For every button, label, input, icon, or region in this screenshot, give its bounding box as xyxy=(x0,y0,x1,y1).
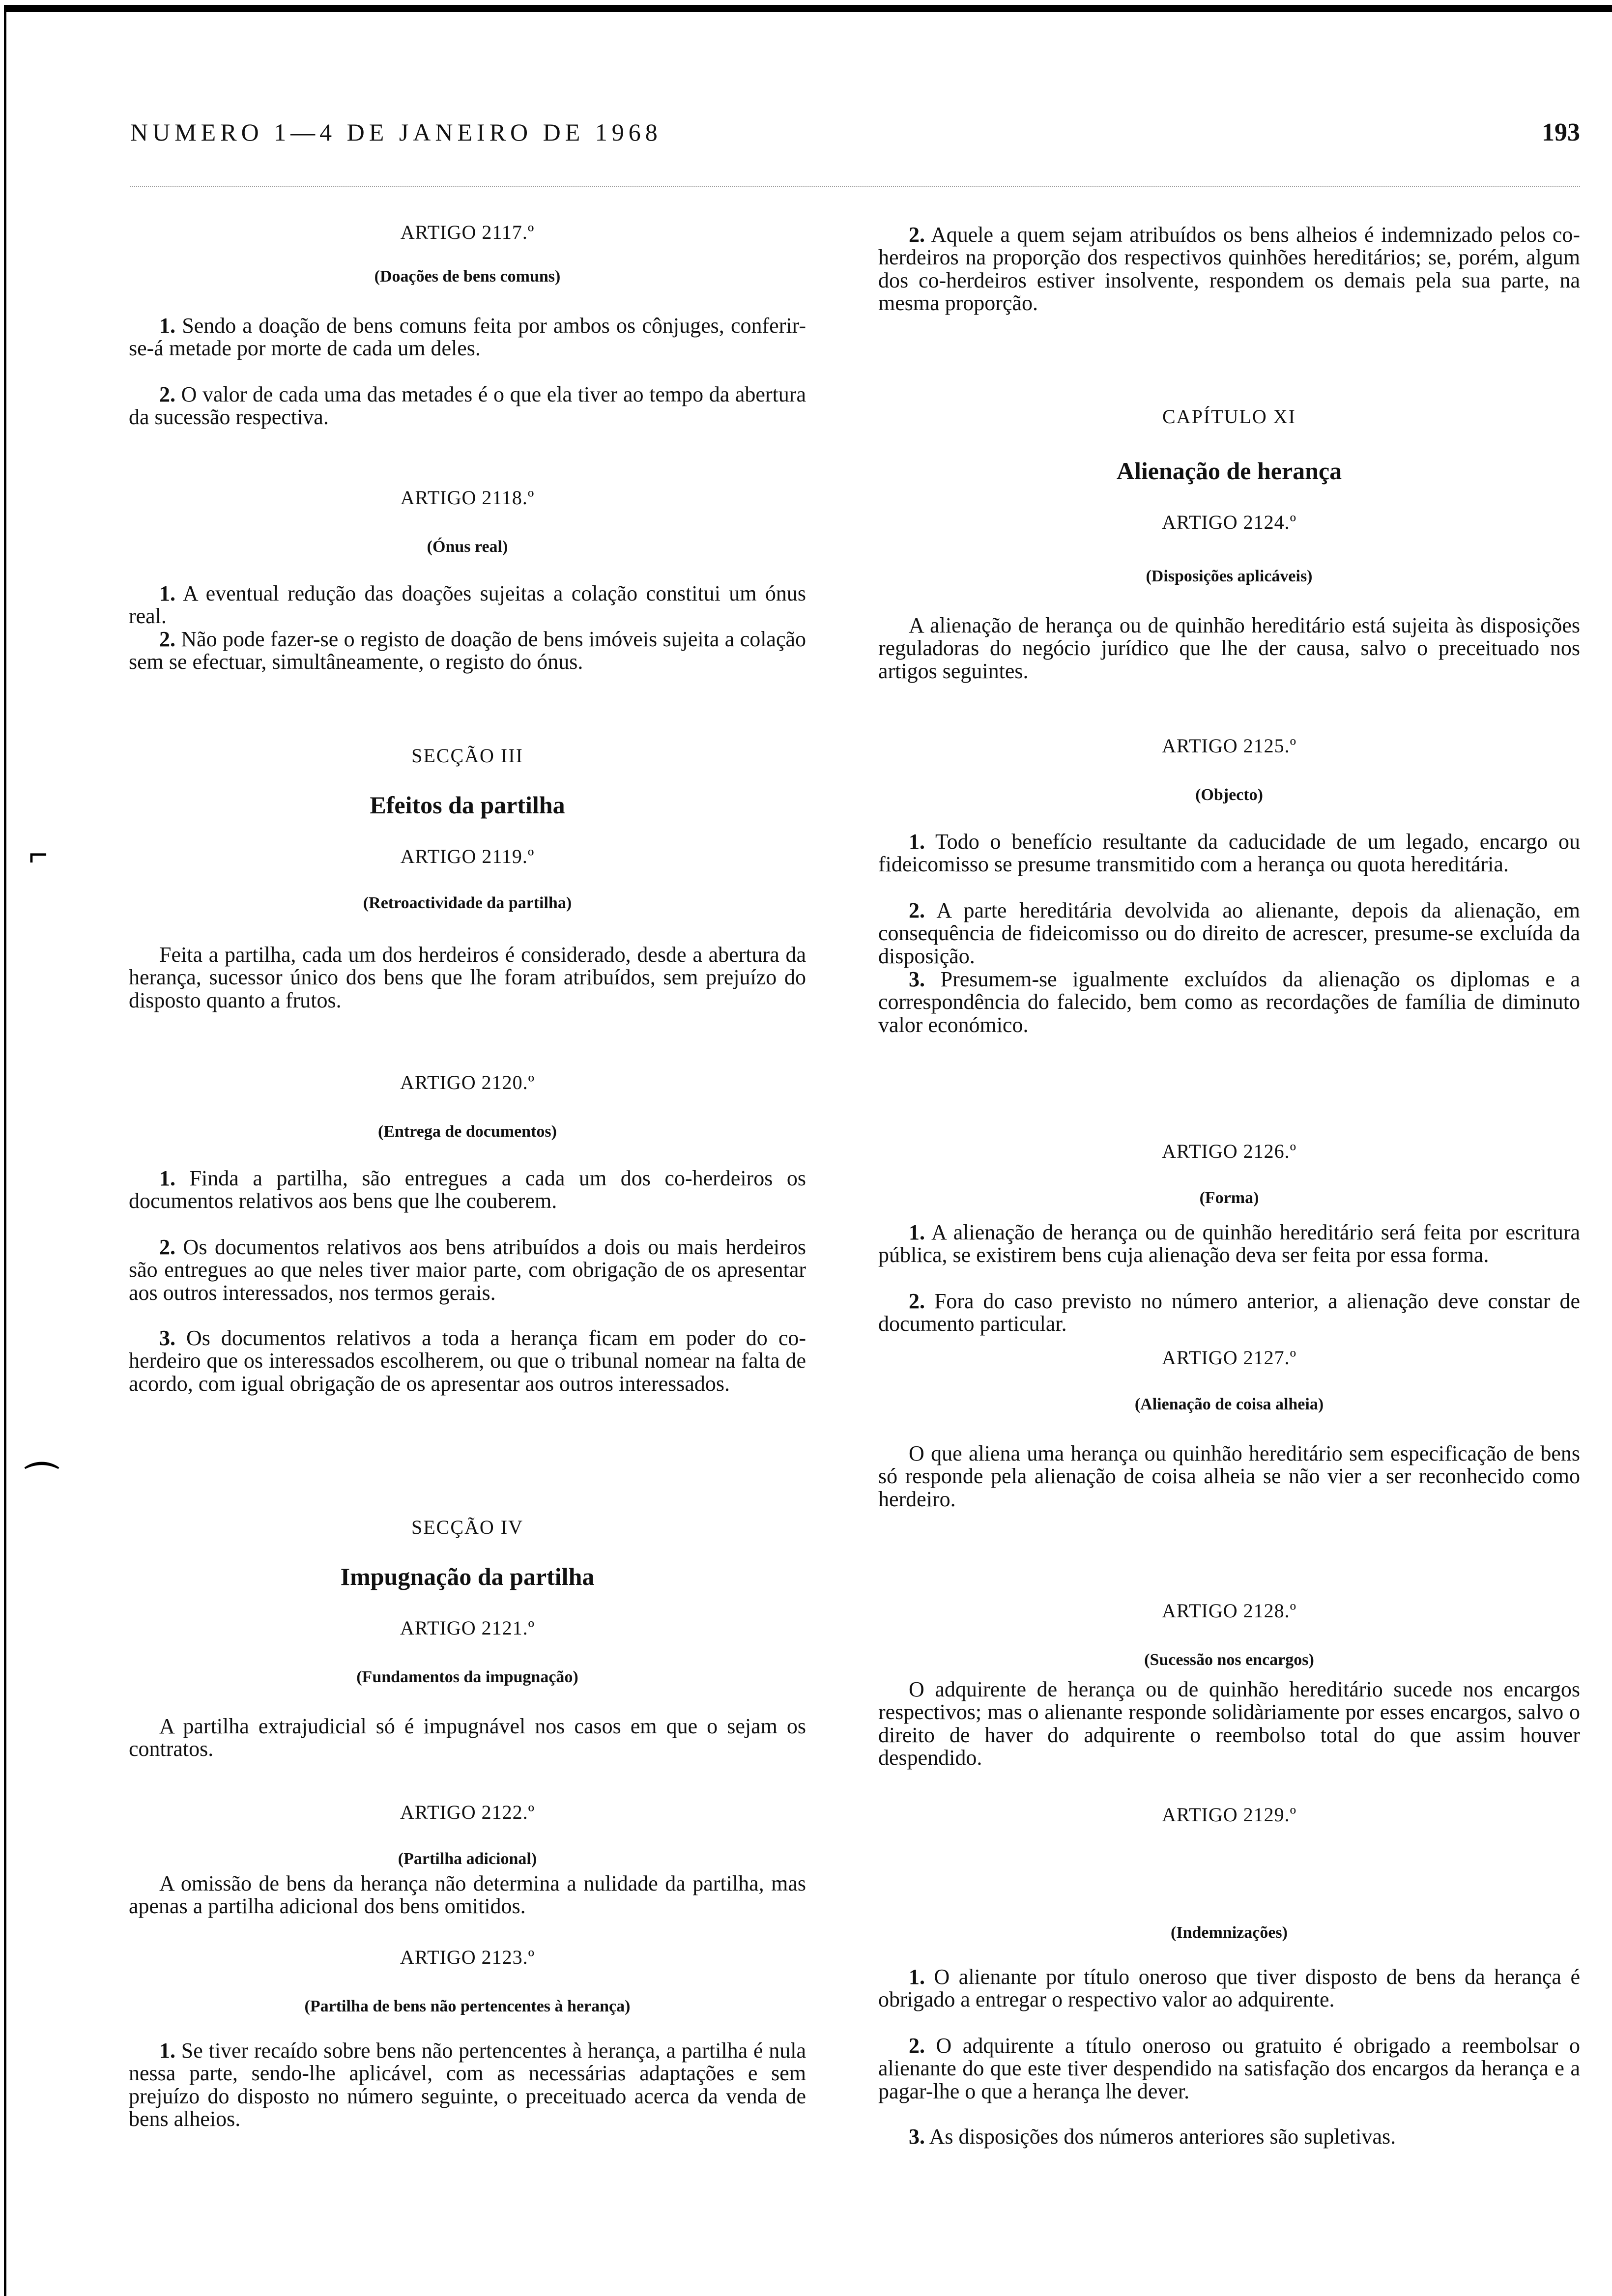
paragraph: O adquirente de herança ou de quinhão hereditário sucede nos encargos respectivos; mas o alienante responde solidàriamente por esses encargos, salvo o direito de haver do adquirente o reembolso total do que assim houver despendido. xyxy=(878,1677,1580,1770)
article-heading: ARTIGO 2120.º xyxy=(400,1071,535,1093)
section-heading: SECÇÃO IV xyxy=(411,1516,524,1538)
article-subtitle: (Partilha de bens não pertencentes à herança) xyxy=(304,1997,631,2015)
paragraph: 2. Aquele a quem sejam atribuídos os bens alheios é indemnizado pelos co-herdeiros na proporção dos respectivos quinhões hereditários; se, porém, algum dos co-herdeiros estiver insolvente, respondem os demais pela sua parte, na mesma proporção. xyxy=(878,223,1580,316)
paragraph: 1. Sendo a doação de bens comuns feita por ambos os cônjuges, conferir-se-á metade por morte de cada um deles. xyxy=(129,314,806,361)
scan-top-edge xyxy=(4,5,1612,12)
article-heading: ARTIGO 2126.º xyxy=(1161,1140,1297,1162)
paragraph: 1. Se tiver recaído sobre bens não pertencentes à herança, a partilha é nula nessa parte, sendo-lhe aplicável, com as necessárias adaptações e sem prejuízo do disposto no número seguinte, o preceituado acerca da venda de bens alheios. xyxy=(129,2038,806,2131)
article-heading: ARTIGO 2122.º xyxy=(400,1801,535,1823)
article-heading: ARTIGO 2123.º xyxy=(400,1946,535,1968)
section-title: Efeitos da partilha xyxy=(370,791,565,819)
article-heading: ARTIGO 2117.º xyxy=(400,221,535,243)
article-subtitle: (Fundamentos da impugnação) xyxy=(356,1668,578,1686)
paragraph: 2. Não pode fazer-se o registo de doação de bens imóveis sujeita a colação sem se efectuar, simultâneamente, o registo do ónus. xyxy=(129,627,806,674)
article-subtitle: (Objecto) xyxy=(1195,786,1263,804)
chapter-heading: CAPÍTULO XI xyxy=(1162,405,1296,428)
scan-left-edge xyxy=(4,5,6,2296)
article-heading: ARTIGO 2124.º xyxy=(1161,511,1297,533)
paragraph: 3. As disposições dos números anteriores são supletivas. xyxy=(909,2124,1396,2149)
article-subtitle: (Indemnizações) xyxy=(1171,1923,1288,1942)
paragraph: 2. Fora do caso previsto no número anterior, a alienação deve constar de documento particular. xyxy=(878,1289,1580,1336)
paragraph: A partilha extrajudicial só é impugnável nos casos em que o sejam os contratos. xyxy=(129,1714,806,1761)
article-heading: ARTIGO 2118.º xyxy=(400,487,535,509)
paragraph: 3. Presumem-se igualmente excluídos da alienação os diplomas e a correspondência do falecido, bem como as recordações de família de diminuto valor económico. xyxy=(878,967,1581,1037)
chapter-title: Alienação de herança xyxy=(1116,457,1342,485)
page-header xyxy=(130,118,1580,152)
paragraph: 1. O alienante por título oneroso que tiver disposto de bens da herança é obrigado a entregar o respectivo valor ao adquirente. xyxy=(878,1965,1580,2012)
article-heading: ARTIGO 2121.º xyxy=(400,1617,535,1639)
article-heading: ARTIGO 2125.º xyxy=(1161,735,1297,757)
paragraph: O que aliena uma herança ou quinhão hereditário sem especificação de bens só responde pela alienação de coisa alheia se não vier a ser reconhecido como herdeiro. xyxy=(878,1441,1580,1511)
article-subtitle: (Forma) xyxy=(1199,1189,1259,1207)
article-subtitle: (Retroactividade da partilha) xyxy=(363,894,572,912)
article-subtitle: (Disposições aplicáveis) xyxy=(1146,567,1313,585)
paragraph: 1. A eventual redução das doações sujeitas a colação constitui um ónus real. xyxy=(129,581,806,629)
page-number: 193 xyxy=(1542,118,1580,146)
paragraph: 2. O valor de cada uma das metades é o que ela tiver ao tempo da abertura da sucessão respectiva. xyxy=(129,382,806,430)
article-subtitle: (Ónus real) xyxy=(427,538,508,556)
scan-mark-bracket: ⌐ xyxy=(29,836,48,874)
article-heading: ARTIGO 2129.º xyxy=(1161,1804,1297,1826)
article-subtitle: (Sucessão nos encargos) xyxy=(1144,1651,1314,1669)
paragraph: 1. A alienação de herança ou de quinhão hereditário será feita por escritura pública, se existirem bens cuja alienação deva ser feita por essa forma. xyxy=(878,1220,1580,1267)
paragraph: 2. Os documentos relativos aos bens atribuídos a dois ou mais herdeiros são entregues ao que neles tiver maior parte, com obrigação de os apresentar aos outros interessados, nos termos gerais. xyxy=(129,1235,806,1305)
paragraph: 3. Os documentos relativos a toda a herança ficam em poder do co-herdeiro que os interessados escolherem, ou que o tribunal nomear na falta de acordo, com igual obrigação de os apresentar aos outros interessados. xyxy=(129,1326,806,1396)
paragraph: A alienação de herança ou de quinhão hereditário está sujeita às disposições reguladoras do negócio jurídico que lhe der causa, salvo o preceituado nos artigos seguintes. xyxy=(878,613,1580,683)
section-title: Impugnação da partilha xyxy=(340,1563,595,1590)
article-heading: ARTIGO 2128.º xyxy=(1161,1600,1297,1622)
article-subtitle: (Doações de bens comuns) xyxy=(374,267,561,286)
paragraph: 1. Finda a partilha, são entregues a cada um dos co-herdeiros os documentos relativos aos bens que lhe couberem. xyxy=(129,1166,806,1213)
issue-title: NUMERO 1—4 DE JANEIRO DE 1968 xyxy=(130,118,662,146)
paragraph: 2. A parte hereditária devolvida ao alienante, depois da alienação, em consequência de fideicomisso ou do direito de acrescer, presume-se excluída da disposição. xyxy=(878,898,1580,968)
paragraph: 1. Todo o benefício resultante da caducidade de um legado, encargo ou fideicomisso se presume transmitido com a herança ou quota hereditária. xyxy=(878,830,1580,877)
article-subtitle: (Entrega de documentos) xyxy=(378,1122,557,1141)
article-subtitle: (Partilha adicional) xyxy=(398,1850,537,1868)
scan-mark-bracket: ⌒ xyxy=(25,1462,59,1499)
article-heading: ARTIGO 2127.º xyxy=(1161,1347,1297,1369)
paragraph: A omissão de bens da herança não determina a nulidade da partilha, mas apenas a partilha adicional dos bens omitidos. xyxy=(129,1871,806,1919)
paragraph: 2. O adquirente a título oneroso ou gratuito é obrigado a reembolsar o alienante do que este tiver despendido na satisfação dos encargos da herança e a pagar-lhe o que a herança lhe dever. xyxy=(878,2034,1581,2103)
paragraph: Feita a partilha, cada um dos herdeiros é considerado, desde a abertura da herança, sucessor único dos bens que lhe foram atribuídos, sem prejuízo do disposto quanto a frutos. xyxy=(129,943,806,1012)
article-subtitle: (Alienação de coisa alheia) xyxy=(1134,1395,1324,1413)
section-heading: SECÇÃO III xyxy=(411,745,523,767)
article-heading: ARTIGO 2119.º xyxy=(400,845,535,867)
header-divider xyxy=(130,186,1580,187)
